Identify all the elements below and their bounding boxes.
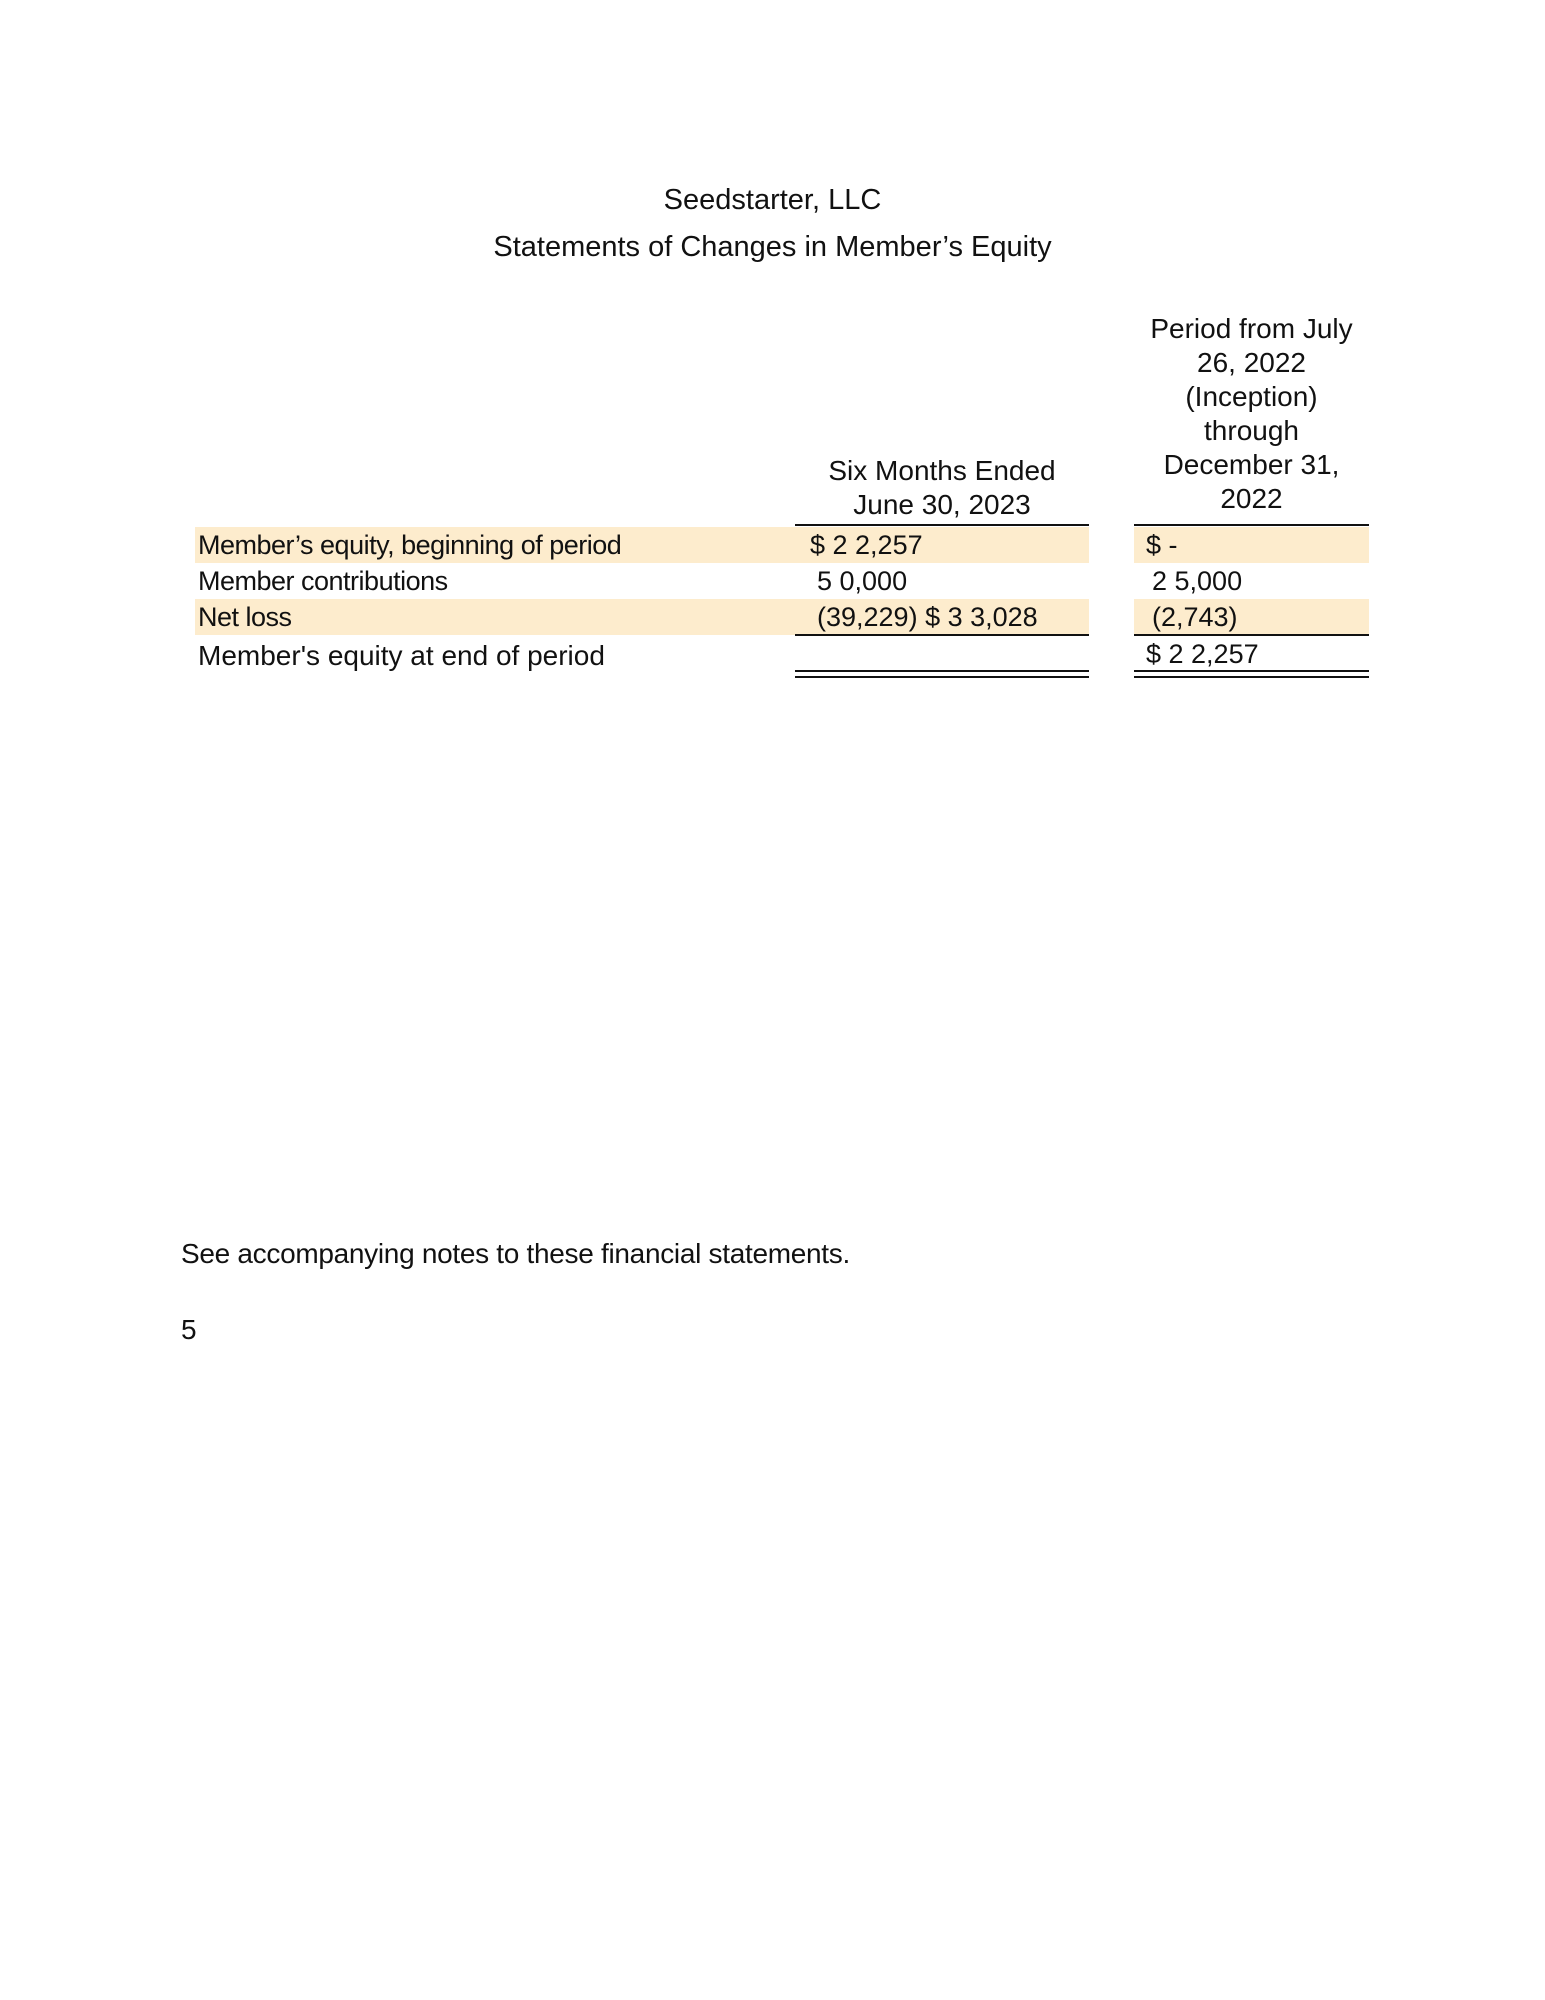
row-label: Member’s equity, beginning of period [198, 530, 622, 560]
period-value: 2 5,000 [1152, 566, 1243, 596]
subtotal-rule-six-months [795, 634, 1089, 636]
column-header-period [1134, 312, 1369, 516]
row-label: Net loss [198, 602, 292, 632]
row-label: Member's equity at end of period [198, 640, 605, 671]
column-header-line: (Inception) [1185, 381, 1318, 412]
period-value: $ 2 2,257 [1146, 639, 1259, 669]
total-double-rule-six-months [795, 670, 1089, 678]
six-months-value: (39,229) $ 3 3,028 [817, 602, 1038, 632]
column-header-line: June 30, 2023 [853, 489, 1031, 520]
column-header-line: Period from July [1150, 313, 1353, 344]
six-months-value: $ 2 2,257 [810, 530, 923, 560]
row-label: Member contributions [198, 566, 448, 596]
column-header-line: December 31, [1163, 449, 1340, 480]
header-rule-period [1134, 524, 1369, 526]
column-header-line: 26, 2022 [1197, 347, 1306, 378]
page-number: 5 [181, 1314, 197, 1345]
column-header-six-months [795, 454, 1089, 522]
period-value: (2,743) [1152, 602, 1238, 632]
column-header-line: 2022 [1220, 483, 1283, 514]
header-rule-six-months [795, 524, 1089, 526]
total-double-rule-period [1134, 670, 1369, 678]
period-value: $ - [1146, 530, 1178, 560]
company-name: Seedstarter, LLC [663, 184, 882, 216]
column-header-line: Six Months Ended [828, 455, 1056, 486]
six-months-value: 5 0,000 [817, 566, 908, 596]
footer-note: See accompanying notes to these financial statements. [181, 1238, 850, 1269]
column-header-line: through [1204, 415, 1299, 446]
statement-title: Statements of Changes in Member’s Equity [493, 231, 1052, 263]
